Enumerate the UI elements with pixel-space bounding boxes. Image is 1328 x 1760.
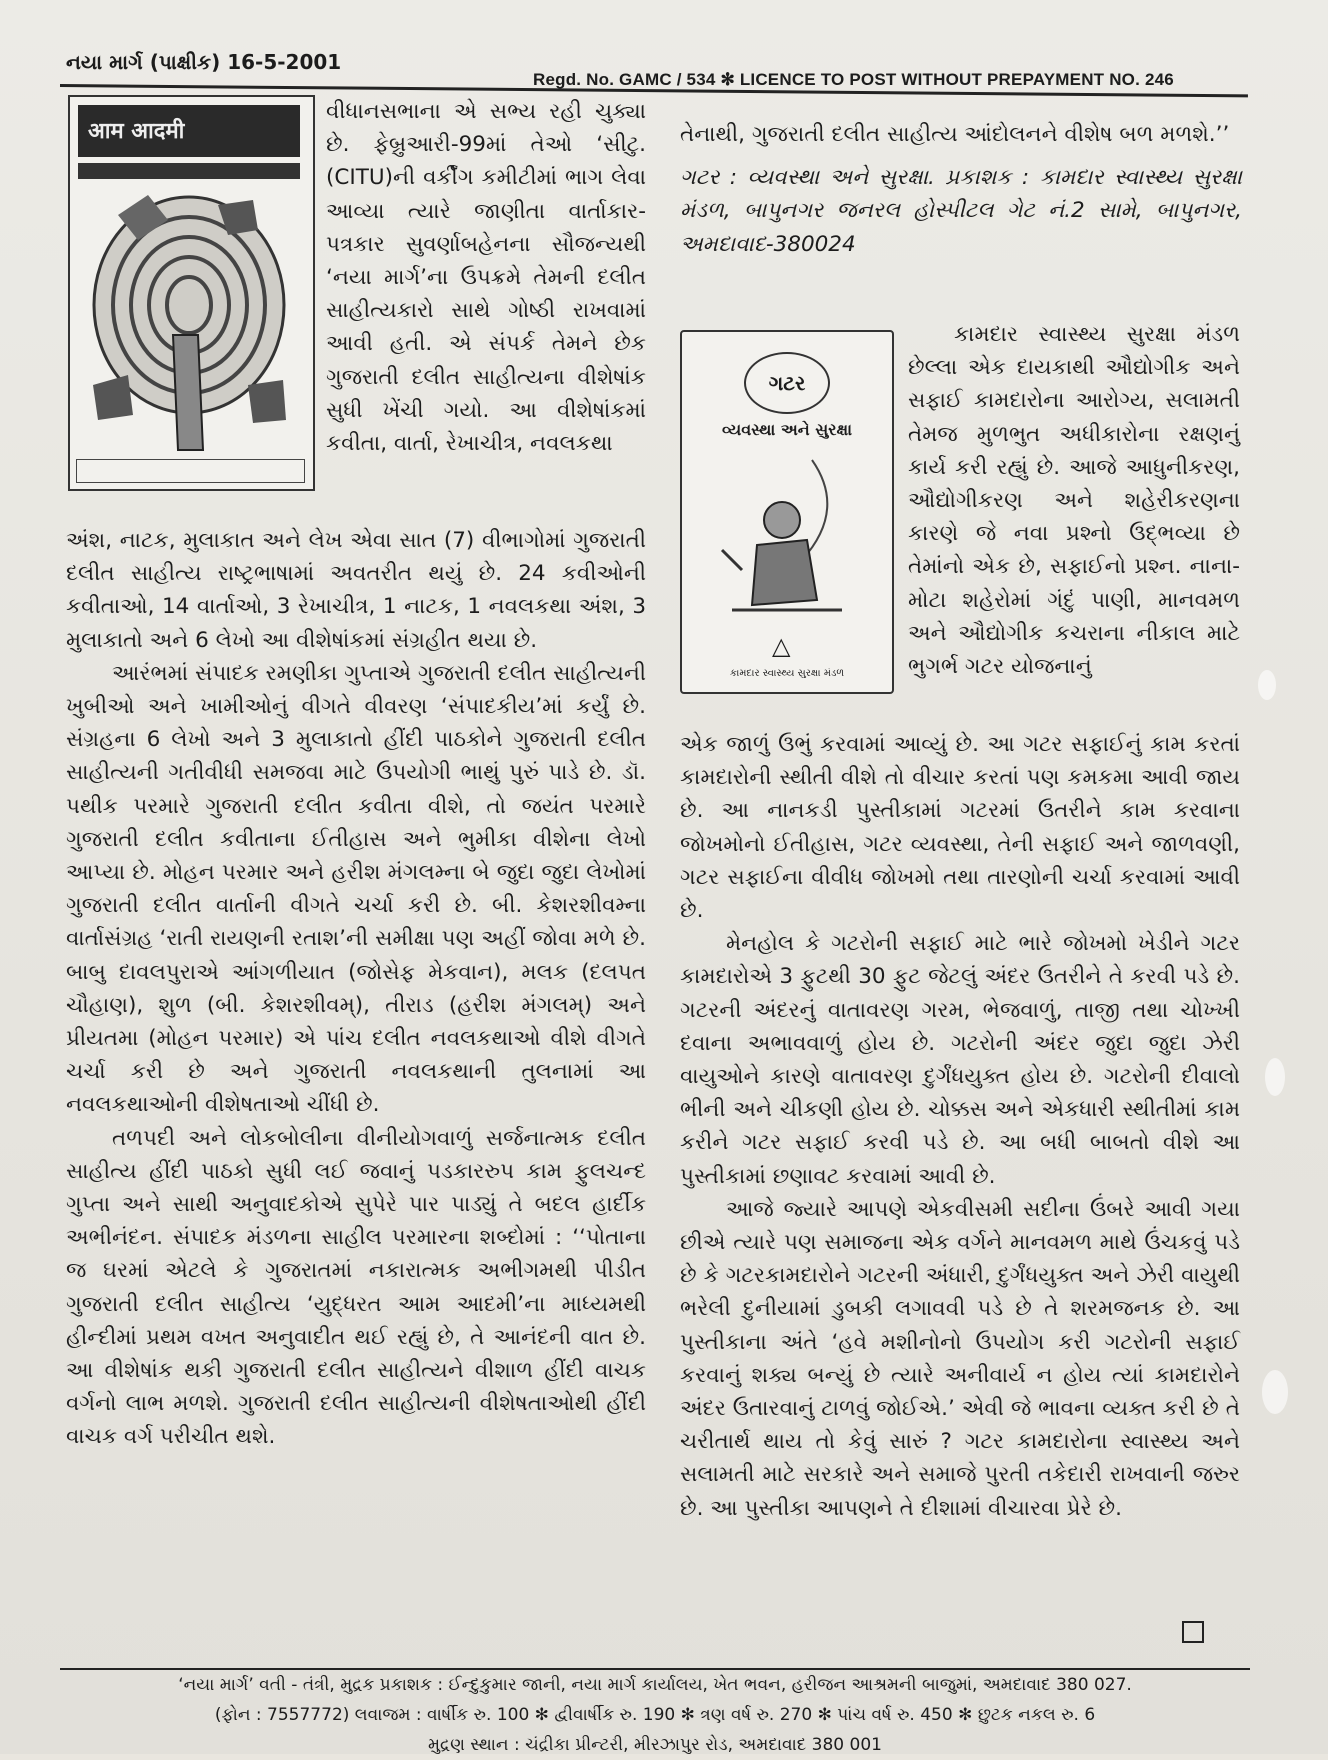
- imprint-footer: [60, 1668, 1250, 1760]
- booklet-cover-title: વ્યવસ્થા અને સુરક્ષા: [721, 420, 853, 439]
- left-column-top: [326, 95, 646, 460]
- cover-band: [78, 163, 300, 179]
- right-paragraph-1-start: કામદાર સ્વાસ્થ્ય સુરક્ષા મંડળ છેલ્લા એક દાયકાથી ઔદ્યોગીક અને સફાઈ કામદારોના આરોગ્ય, સલામતી તેમજ મુળભુત અધીકારોના રક્ષણનું કાર્ય કરી રહ્યું છે. આજે આધુનીકરણ, ઔદ્યોગીકરણ અને શહેરીકરણના કારણે જે નવા પ્રશ્નો ઉદ્ભવ્યા છે તેમાંનો એક છે, સફાઈનો પ્રશ્ન. નાના-મોટા શહેરોમાં ગંદું પાણી, માનવમળ અને ઔદ્યોગીક કચરાના નીકાલ માટે ભુગર્ભ ગટર યોજનાનું: [908, 322, 1240, 680]
- paper-tear: [1258, 670, 1276, 700]
- imprint-line-2: (ફોન : 7557772) લવાજમ : વાર્ષીક રુ. 100 ✻ દ્વીવાર્ષીક રુ. 190 ✻ ત્રણ વર્ષ રુ. 270 ✻ પાંચ વર્ષ રુ. 450 ✻ છુટક નકલ રુ. 6: [214, 1705, 1096, 1725]
- masthead: નયા માર્ગ (પાક્ષીક) 16-5-2001: [66, 50, 342, 74]
- booklet-illustration: [712, 450, 862, 625]
- right-paragraph-1-end: એક જાળું ઉભું કરવામાં આવ્યું છે. આ ગટર સફાઈનું કામ કરતાં કામદારોની સ્થીતી વીશે તો વીચાર કરતાં પણ કમકમા આવી જાય છે. આ નાનકડી પુસ્તીકામાં ગટરમાં ઉતરીને કામ કરવાના જોખમોનો ઈતીહાસ, ગટર વ્યવસ્થા, તેની સફાઈ અને જાળવણી, ગટર સફાઈના વીવીધ જોખમો તથા તારણોની ચર્ચા કરવામાં આવી છે.: [680, 732, 1240, 924]
- cover-masthead: [78, 105, 300, 157]
- registration-line: Regd. No. GAMC / 534 ✻ LICENCE TO POST WITHOUT PREPAYMENT NO. 246: [533, 70, 1174, 89]
- right-column-top: [680, 118, 1242, 261]
- paper-tear: [1265, 1058, 1285, 1096]
- right-column: [680, 728, 1240, 1525]
- imprint-line-1: ‘નયા માર્ગ’ વતી - તંત્રી, મુદ્રક પ્રકાશક : ઈન્દુકુમાર જાની, નયા માર્ગ કાર્યાલય, ખેત ભવન, હરીજન આશ્રમની બાજુમાં, અમદાવાદ 380 027.: [178, 1675, 1132, 1695]
- right-paragraph-3: આજે જ્યારે આપણે એકવીસમી સદીના ઉંબરે આવી ગયા છીએ ત્યારે પણ સમાજના એક વર્ગને માનવમળ માથે ઉંચકવું પડે છે કે ગટરકામદારોને ગટરની અંધારી, દુર્ગંધયુક્ત અને ઝેરી વાયુથી ભરેલી દુનીયામાં ડુબકી લગાવવી પડે છે તે શરમજનક છે. આ પુસ્તીકાના અંતે ‘હવે મશીનોનો ઉપયોગ કરી ગટરોની સફાઈ કરવાનું શક્ય બન્યું છે ત્યારે અનીવાર્ય ન હોય ત્યાં કામદારોને અંદર ઉતારવાનું ટાળવું જોઈએ.’ એવી જે ભાવના વ્યક્ત કરી છે તે ચરીતાર્થ થાય તો કેવું સારું ? ગટર કામદારોના સ્વાસ્થ્ય અને સલામતી માટે સરકારે અને સમાજે પુરતી તકેદારી રાખવાની જરુર છે. આ પુસ્તીકા આપણને તે દીશામાં વીચારવા પ્રેરે છે.: [680, 1196, 1240, 1521]
- booklet-cover-image: [680, 330, 894, 694]
- end-of-article-mark: [1182, 1621, 1204, 1643]
- left-column: [66, 524, 646, 1454]
- booklet-cover-publisher: કામદાર સ્વાસ્થ્ય સુરક્ષા મંડળ: [729, 668, 845, 679]
- warning-triangle-icon: △: [772, 632, 791, 660]
- magazine-cover-image: [68, 95, 315, 491]
- right-paragraph-2: મેનહોલ કે ગટરોની સફાઈ માટે ભારે જોખમો ખેડીને ગટર કામદારોએ 3 ફુટથી 30 ફુટ જેટલું અંદર ઉતરીને તે કરવી પડે છે. ગટરની અંદરનું વાતાવરણ ગરમ, ભેજવાળું, તાજી તથા ચોખ્ખી દવાના અભાવવાળું હોય છે. ગટરોની અંદર જુદા જુદા ઝેરી વાયુઓને કારણે વાતાવરણ દુર્ગંધયુક્ત હોય છે. ગટરોની દીવાલો ભીની અને ચીકણી હોય છે. ચોક્કસ અને એકધારી સ્થીતીમાં કામ કરીને ગટર સફાઈ કરવી પડે છે. આ બધી બાબતો વીશે આ પુસ્તીકામાં છણાવટ કરવામાં આવી છે.: [680, 931, 1240, 1189]
- cover-illustration: [78, 185, 300, 455]
- cover-footer-strip: [76, 459, 305, 483]
- right-paragraph-continuation: તેનાથી, ગુજરાતી દલીત સાહીત્ય આંદોલનને વીશેષ બળ મળશે.’’: [680, 122, 1230, 147]
- book-citation: ગટર : વ્યવસ્થા અને સુરક્ષા. પ્રકાશક : કામદાર સ્વાસ્થ્ય સુરક્ષા મંડળ, બાપુનગર જનરલ હોસ્પીટલ ગેટ નં.2 સામે, બાપુનગર, અમદાવાદ-380024: [680, 165, 1242, 257]
- left-paragraph-3: તળપદી અને લોકબોલીના વીનીયોગવાળું સર્જનાત્મક દલીત સાહીત્ય હીંદી પાઠકો સુધી લઈ જવાનું પડકારરુપ કામ ફુલચન્દ ગુપ્તા અને સાથી અનુવાદકોએ સુપેરે પાર પાડ્યું તે બદલ હાર્દીક અભીનંદન. સંપાદક મંડળના સાહીલ પરમારના શબ્દોમાં : ‘‘પોતાના જ ઘરમાં એટલે કે ગુજરાતમાં નકારાત્મક અભીગમથી પીડીત ગુજરાતી દલીત સાહીત્ય ‘યુદ્ધરત આમ આદમી’ના માધ્યમથી હીન્દીમાં પ્રથમ વખત અનુવાદીત થઈ રહ્યું છે, તે આનંદની વાત છે. આ વીશેષાંક થકી ગુજરાતી દલીત સાહીત્યને વીશાળ હીંદી વાચક વર્ગનો લાભ મળશે. ગુજરાતી દલીત સાહીત્યની વીશેષતાઓથી હીંદી વાચક વર્ગ પરીચીત થશે.: [66, 1125, 646, 1450]
- imprint-line-3: મુદ્રણ સ્થાન : ચંદ્રીકા પ્રીન્ટરી, મીરઝાપુર રોડ, અમદાવાદ 380 001: [428, 1735, 882, 1755]
- right-column-beside-image: [908, 318, 1240, 683]
- left-paragraph-2: આરંભમાં સંપાદક રમણીકા ગુપ્તાએ ગુજરાતી દલીત સાહીત્યની ખુબીઓ અને ખામીઓનું વીગતે વીવરણ ‘સંપાદકીય’માં કર્યું છે. સંગ્રહના 6 લેખો અને 3 મુલાકાતો હીંદી પાઠકોને ગુજરાતી દલીત સાહીત્યની ગતીવીધી સમજવા માટે ઉપયોગી ભાથું પુરું પાડે છે. ડૉ. પથીક પરમારે ગુજરાતી દલીત કવીતા વીશે, તો જયંત પરમારે ગુજરાતી દલીત કવીતાના ઈતીહાસ અને ભુમીકા વીશેના લેખો આપ્યા છે. મોહન પરમાર અને હરીશ મંગલમ્ના બે જુદા જુદા લેખોમાં ગુજરાતી દલીત વાર્તાની વીગતે ચર્ચા કરી છે. બી. કેશરશીવમ્ના વાર્તાસંગ્રહ ‘રાતી રાયણની રતાશ’ની સમીક્ષા પણ અહીં જોવા મળે છે. બાબુ દાવલપુરાએ આંગળીયાત (જોસેફ મેકવાન), મલક (દલપત ચૌહાણ), શુળ (બી. કેશરશીવમ્), તીરાડ (હરીશ મંગલમ્) અને પ્રીયતમા (મોહન પરમાર) એ પાંચ દલીત નવલકથાઓ વીશે વીગતે ચર્ચા કરી છે અને ગુજરાતી નવલકથાની તુલનામાં આ નવલકથાઓની વીશેષતાઓ ચીંધી છે.: [66, 660, 646, 1118]
- left-column-top-text: વીધાનસભાના એ સભ્ય રહી ચુક્યા છે. ફેબ્રુઆરી-99માં તેઓ ‘સીટુ. (CITU)ની વર્કીંગ કમીટીમાં ભાગ લેવા આવ્યા ત્યારે જાણીતા વાર્તાકાર-પત્રકાર સુવર્ણાબહેનના સૌજન્યથી ‘નયા માર્ગ’ના ઉપક્રમે તેમની દલીત સાહીત્યકારો સાથે ગોષ્ઠી રાખવામાં આવી હતી. એ સંપર્ક તેમને છેક ગુજરાતી દલીત સાહીત્યના વીશેષાંક સુધી ખેંચી ગયો. આ વીશેષાંકમાં કવીતા, વાર્તા, રેખાચીત્ર, નવલકથા: [326, 99, 646, 457]
- paper-tear: [1262, 1370, 1288, 1414]
- booklet-cover-word: ગટર: [744, 352, 830, 414]
- cover-masthead-title: आम आदमी: [88, 119, 185, 144]
- left-paragraph-1: અંશ, નાટક, મુલાકાત અને લેખ એવા સાત (7) વીભાગોમાં ગુજરાતી દલીત સાહીત્ય રાષ્ટ્રભાષામાં અવતરીત થયું છે. 24 કવીઓની કવીતાઓ, 14 વાર્તાઓ, 3 રેખાચીત્ર, 1 નાટક, 1 નવલકથા અંશ, 3 મુલાકાતો અને 6 લેખો આ વીશેષાંકમાં સંગ્રહીત થયા છે.: [66, 528, 646, 653]
